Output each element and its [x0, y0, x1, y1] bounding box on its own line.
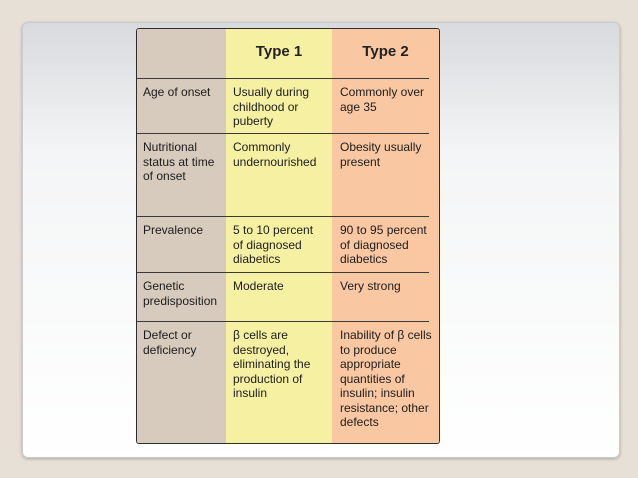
divider-line	[137, 216, 429, 217]
row-age-type2: Commonly over age 35	[340, 85, 425, 114]
comparison-table	[136, 28, 440, 444]
divider-line	[137, 272, 429, 273]
row-prevalence-type1: 5 to 10 percent of diagnosed diabetics	[233, 223, 314, 266]
row-genetic-type2: Very strong	[340, 279, 401, 293]
row-defect-type1: β cells are destroyed, eliminating the production of insulin	[233, 328, 311, 400]
header-type2: Type 2	[362, 43, 409, 60]
row-prevalence-label: Prevalence	[143, 223, 204, 237]
row-nutrition-label: Nutritional status at time of onset	[143, 140, 215, 183]
header-type1: Type 1	[255, 43, 303, 60]
divider-line	[137, 78, 429, 79]
row-nutrition-type1: Commonly undernourished	[233, 140, 317, 169]
row-defect-type2: Inability of β cells to produce appropriate quantities of insulin; insulin resistance; other defects	[340, 328, 432, 429]
row-nutrition-type2: Obesity usually present	[340, 140, 422, 169]
divider-line	[137, 133, 429, 134]
row-defect-label: Defect or deficiency	[143, 328, 197, 357]
divider-line	[137, 321, 429, 322]
row-age-type1: Usually during childhood or puberty	[233, 85, 310, 128]
row-genetic-label: Genetic predisposition	[143, 279, 218, 308]
row-age-label: Age of onset	[143, 85, 211, 99]
row-prevalence-type2: 90 to 95 percent of diagnosed diabetics	[340, 223, 427, 266]
row-genetic-type1: Moderate	[233, 279, 284, 293]
